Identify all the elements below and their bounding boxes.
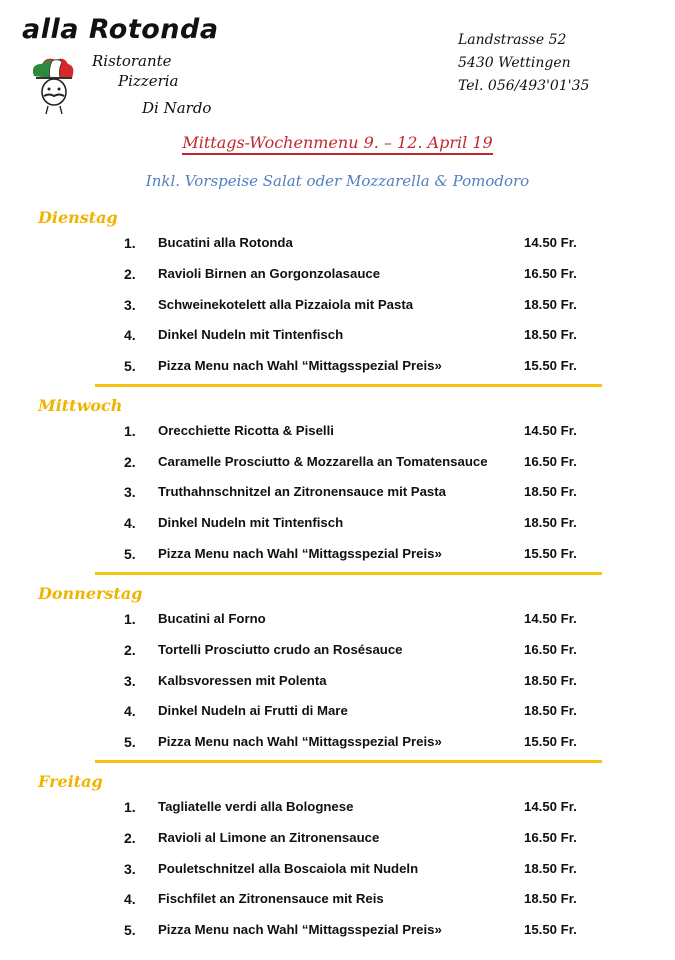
item-number: 4.	[124, 891, 136, 907]
dish-price: 16.50 Fr.	[524, 454, 577, 469]
menu-row	[0, 922, 675, 944]
dish-name: Schweinekotelett alla Pizzaiola mit Pasta	[158, 297, 414, 312]
dish-price: 18.50 Fr.	[524, 327, 577, 342]
dish-price: 15.50 Fr.	[524, 734, 577, 749]
address-street: Landstrasse 52	[458, 32, 567, 48]
dish-name: Tortelli Prosciutto crudo an Rosésauce	[158, 642, 403, 657]
dish-name: Pizza Menu nach Wahl “Mittagsspezial Preis»	[158, 734, 442, 749]
menu-row	[0, 423, 675, 445]
dish-name: Truthahnschnitzel an Zitronensauce mit Pasta	[158, 484, 446, 499]
menu-row	[0, 327, 675, 349]
item-number: 5.	[124, 734, 136, 750]
item-number: 2.	[124, 642, 136, 658]
menu-row	[0, 611, 675, 633]
dish-name: Pizza Menu nach Wahl “Mittagsspezial Preis»	[158, 922, 442, 937]
menu-row	[0, 799, 675, 821]
address-phone: Tel. 056/493'01'35	[458, 78, 590, 94]
dish-price: 14.50 Fr.	[524, 235, 577, 250]
subtitle-pizzeria: Pizzeria	[118, 72, 179, 90]
item-number: 3.	[124, 297, 136, 313]
item-number: 1.	[124, 799, 136, 815]
dish-price: 18.50 Fr.	[524, 515, 577, 530]
menu-row	[0, 734, 675, 756]
dish-name: Fischfilet an Zitronensauce mit Reis	[158, 891, 384, 906]
dish-name: Orecchiette Ricotta & Piselli	[158, 423, 334, 438]
item-number: 5.	[124, 546, 136, 562]
menu-row	[0, 515, 675, 537]
menu-row	[0, 454, 675, 476]
dish-price: 18.50 Fr.	[524, 703, 577, 718]
subtitle-ristorante: Ristorante	[92, 52, 172, 70]
menu-title	[0, 133, 675, 152]
address-city: 5430 Wettingen	[458, 55, 571, 71]
item-number: 4.	[124, 515, 136, 531]
dish-name: Dinkel Nudeln ai Frutti di Mare	[158, 703, 348, 718]
dish-price: 15.50 Fr.	[524, 546, 577, 561]
menu-row	[0, 358, 675, 380]
day-heading-mittwoch: Mittwoch	[38, 396, 123, 415]
dish-name: Bucatini al Forno	[158, 611, 266, 626]
item-number: 1.	[124, 235, 136, 251]
day-heading-dienstag: Dienstag	[38, 208, 118, 227]
dish-name: Dinkel Nudeln mit Tintenfisch	[158, 327, 344, 342]
menu-row	[0, 673, 675, 695]
item-number: 5.	[124, 922, 136, 938]
dish-price: 15.50 Fr.	[524, 922, 577, 937]
dish-price: 18.50 Fr.	[524, 861, 577, 876]
item-number: 3.	[124, 673, 136, 689]
item-number: 2.	[124, 266, 136, 282]
dish-name: Ravioli Birnen an Gorgonzolasauce	[158, 266, 381, 281]
menu-row	[0, 546, 675, 568]
day-heading-donnerstag: Donnerstag	[38, 584, 143, 603]
section-divider	[95, 760, 602, 763]
menu-row	[0, 235, 675, 257]
dish-price: 16.50 Fr.	[524, 642, 577, 657]
section-divider	[95, 384, 602, 387]
dish-price: 18.50 Fr.	[524, 673, 577, 688]
dish-name: Caramelle Prosciutto & Mozzarella an Tomatensauce	[158, 454, 488, 469]
menu-row	[0, 703, 675, 725]
item-number: 1.	[124, 611, 136, 627]
menu-row	[0, 484, 675, 506]
dish-name: Pizza Menu nach Wahl “Mittagsspezial Preis»	[158, 358, 442, 373]
dish-price: 14.50 Fr.	[524, 799, 577, 814]
dish-price: 15.50 Fr.	[524, 358, 577, 373]
chef-logo-icon	[26, 56, 90, 116]
dish-price: 18.50 Fr.	[524, 484, 577, 499]
dish-price: 18.50 Fr.	[524, 297, 577, 312]
menu-subtitle: Inkl. Vorspeise Salat oder Mozzarella & Pomodoro	[145, 172, 530, 190]
menu-row	[0, 297, 675, 319]
menu-row	[0, 266, 675, 288]
dish-name: Pizza Menu nach Wahl “Mittagsspezial Preis»	[158, 546, 442, 561]
dish-name: Ravioli al Limone an Zitronensauce	[158, 830, 380, 845]
dish-price: 14.50 Fr.	[524, 611, 577, 626]
item-number: 4.	[124, 703, 136, 719]
dish-price: 14.50 Fr.	[524, 423, 577, 438]
menu-row	[0, 642, 675, 664]
menu-title-text: Mittags-Wochenmenu 9. – 12. April 19	[182, 133, 492, 155]
item-number: 5.	[124, 358, 136, 374]
dish-price: 16.50 Fr.	[524, 830, 577, 845]
dish-name: Bucatini alla Rotonda	[158, 235, 293, 250]
item-number: 3.	[124, 861, 136, 877]
menu-row	[0, 861, 675, 883]
dish-name: Tagliatelle verdi alla Bolognese	[158, 799, 354, 814]
dish-name: Pouletschnitzel alla Boscaiola mit Nudeln	[158, 861, 419, 876]
restaurant-name: alla Rotonda	[22, 14, 219, 45]
day-heading-freitag: Freitag	[38, 772, 103, 791]
section-divider	[95, 572, 602, 575]
dish-price: 18.50 Fr.	[524, 891, 577, 906]
dish-name: Kalbsvoressen mit Polenta	[158, 673, 327, 688]
item-number: 2.	[124, 454, 136, 470]
menu-row	[0, 830, 675, 852]
item-number: 1.	[124, 423, 136, 439]
owner-name: Di Nardo	[142, 99, 212, 117]
item-number: 3.	[124, 484, 136, 500]
item-number: 4.	[124, 327, 136, 343]
item-number: 2.	[124, 830, 136, 846]
menu-row	[0, 891, 675, 913]
dish-name: Dinkel Nudeln mit Tintenfisch	[158, 515, 344, 530]
dish-price: 16.50 Fr.	[524, 266, 577, 281]
